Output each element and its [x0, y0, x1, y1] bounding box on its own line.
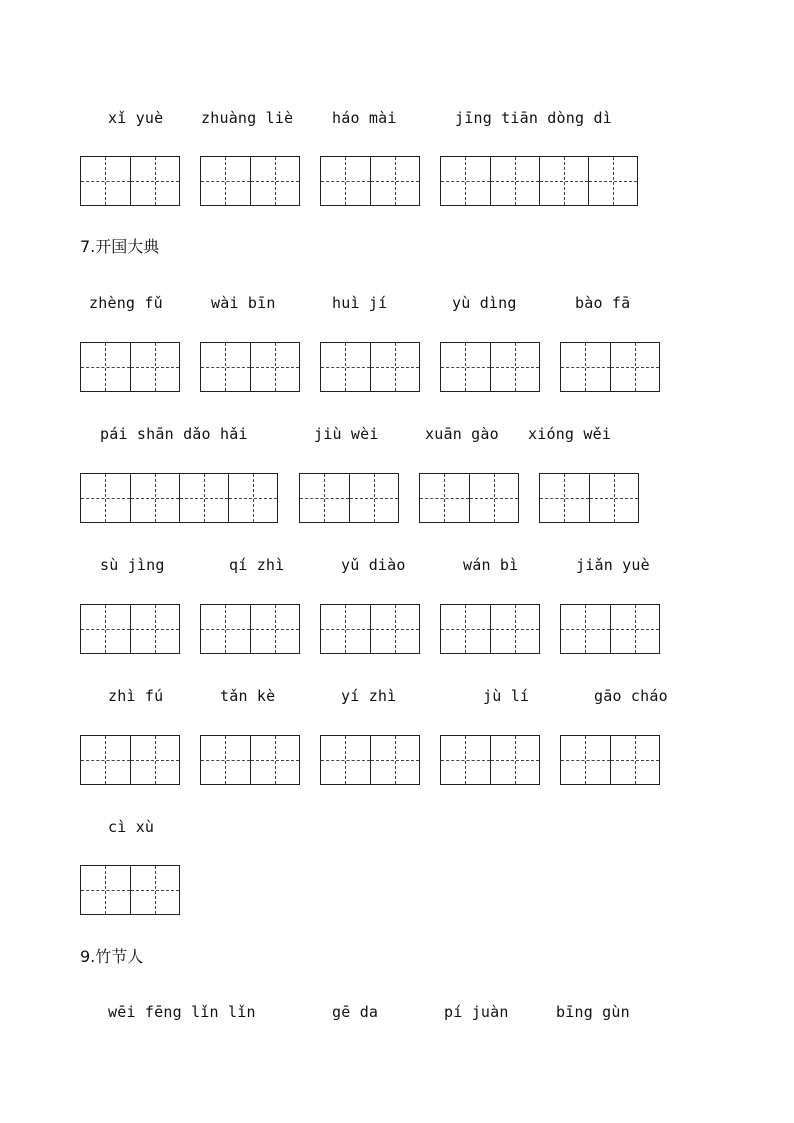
character-box[interactable]	[440, 735, 540, 785]
pinyin-label: yù dìng	[452, 294, 517, 312]
character-box[interactable]	[320, 735, 420, 785]
writing-grid-row	[0, 342, 794, 392]
character-box[interactable]	[200, 342, 300, 392]
character-box[interactable]	[320, 156, 420, 206]
character-box[interactable]	[200, 604, 300, 654]
pinyin-label: pí juàn	[444, 1003, 509, 1021]
character-box[interactable]	[80, 735, 180, 785]
character-box[interactable]	[299, 473, 399, 523]
pinyin-row	[0, 424, 794, 444]
character-box[interactable]	[560, 604, 660, 654]
character-box[interactable]	[440, 604, 540, 654]
writing-grid-row	[0, 156, 794, 206]
writing-grid-row	[0, 865, 794, 915]
pinyin-label: wán bì	[463, 556, 519, 574]
pinyin-row	[0, 108, 794, 128]
pinyin-label: háo mài	[332, 109, 397, 127]
pinyin-label: zhèng fǔ	[89, 294, 163, 312]
pinyin-label: sù jìng	[100, 556, 165, 574]
pinyin-label: wēi fēng lǐn lǐn	[108, 1003, 256, 1021]
pinyin-label: jiù wèi	[314, 425, 379, 443]
pinyin-label: huì jí	[332, 294, 388, 312]
writing-grid-row	[0, 604, 794, 654]
character-box[interactable]	[419, 473, 519, 523]
pinyin-label: xióng wěi	[528, 425, 612, 443]
lesson-heading: 7.开国大典	[80, 237, 160, 256]
character-box[interactable]	[560, 342, 660, 392]
pinyin-label: gāo cháo	[594, 687, 668, 705]
pinyin-label: yǔ diào	[341, 556, 406, 574]
character-box[interactable]	[539, 473, 639, 523]
pinyin-label: gē da	[332, 1003, 379, 1021]
pinyin-label: xǐ yuè	[108, 109, 164, 127]
pinyin-label: cì xù	[108, 818, 155, 836]
pinyin-row	[0, 686, 794, 706]
pinyin-label: yí zhì	[341, 687, 397, 705]
pinyin-row	[0, 293, 794, 313]
pinyin-label: zhì fú	[108, 687, 164, 705]
pinyin-label: bīng gùn	[556, 1003, 630, 1021]
character-box[interactable]	[320, 342, 420, 392]
pinyin-label: jù lí	[483, 687, 530, 705]
writing-grid-row	[0, 735, 794, 785]
writing-grid-row	[0, 473, 794, 523]
character-box[interactable]	[560, 735, 660, 785]
pinyin-label: bào fā	[575, 294, 631, 312]
pinyin-label: zhuàng liè	[201, 109, 294, 127]
character-box[interactable]	[80, 156, 180, 206]
pinyin-label: jīng tiān dòng dì	[455, 109, 612, 127]
character-box[interactable]	[320, 604, 420, 654]
lesson-heading: 9.竹节人	[80, 947, 144, 966]
pinyin-label: tǎn kè	[220, 687, 276, 705]
pinyin-row	[0, 817, 794, 837]
pinyin-label: jiǎn yuè	[576, 556, 650, 574]
character-box[interactable]	[200, 156, 300, 206]
pinyin-label: xuān gào	[425, 425, 499, 443]
character-box[interactable]	[80, 865, 180, 915]
character-box[interactable]	[200, 735, 300, 785]
character-box[interactable]	[440, 342, 540, 392]
pinyin-row	[0, 555, 794, 575]
pinyin-label: pái shān dǎo hǎi	[100, 425, 248, 443]
pinyin-row	[0, 1002, 794, 1022]
character-box[interactable]	[440, 156, 638, 206]
character-box[interactable]	[80, 604, 180, 654]
character-box[interactable]	[80, 342, 180, 392]
pinyin-label: wài bīn	[211, 294, 276, 312]
pinyin-label: qí zhì	[229, 556, 285, 574]
character-box[interactable]	[80, 473, 278, 523]
